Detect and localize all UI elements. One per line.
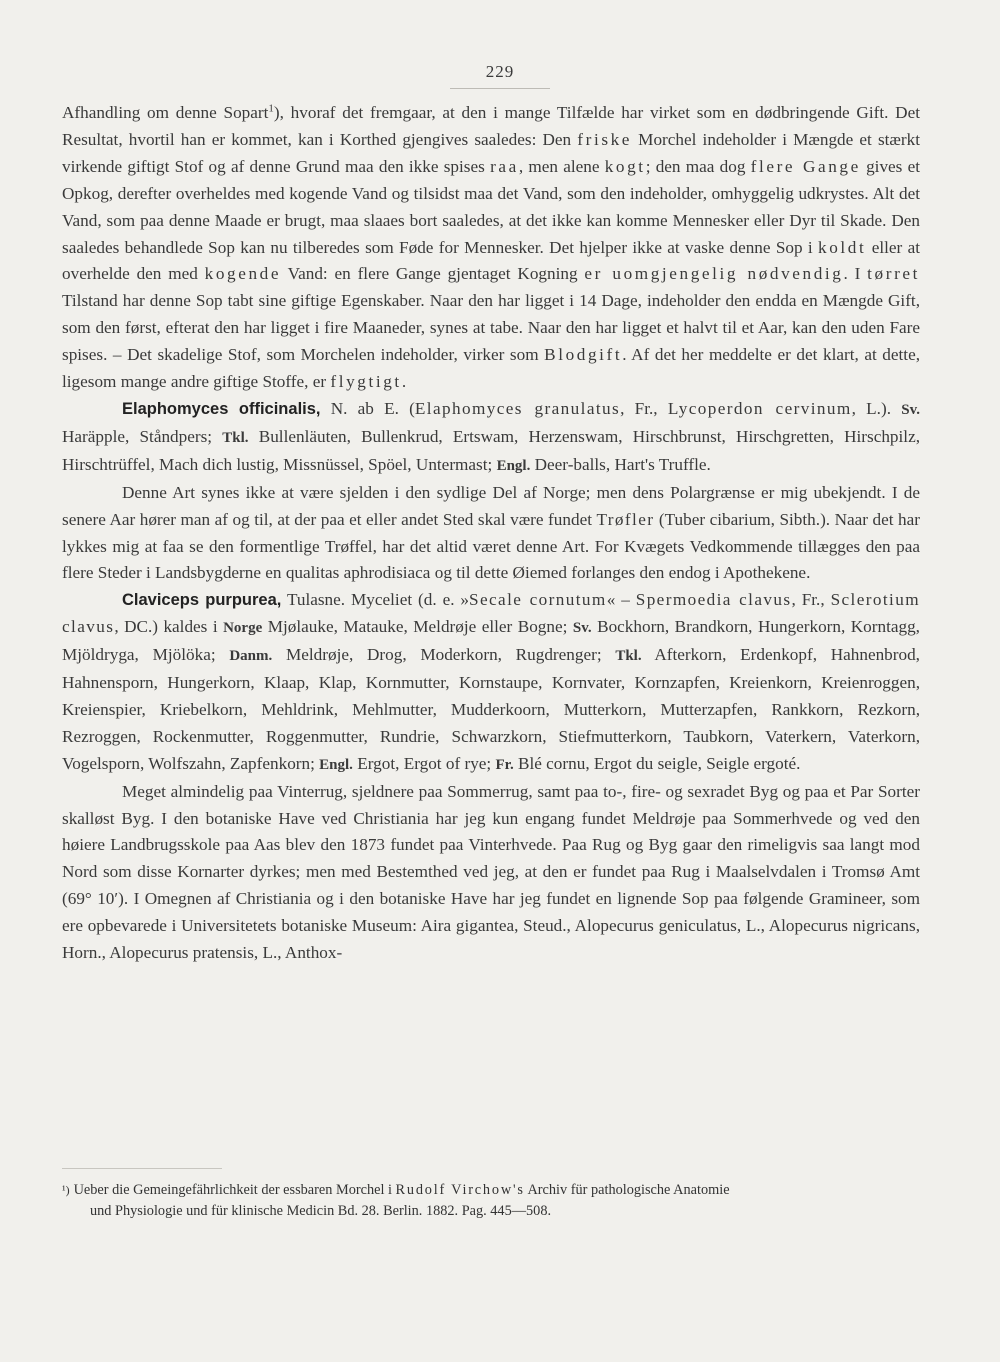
page-number: 229 — [485, 62, 515, 81]
header-rule — [450, 88, 550, 89]
species-name-elaphomyces: Elaphomyces officinalis, — [122, 399, 321, 418]
paragraph-occurrence: Meget almindelig paa Vinterrug, sjeldnere paa Sommerrug, samt paa to-, fire- og sexradet Byg og paa et Par Sorter skalløst Byg. I den botaniske Have ved Christiania har jeg kun engang fundet Meldrøje paa Sommerhvede og ved den høiere Landbrugsskole paa Aas blev den 1873 fundet paa Vinterhvede. Paa Rug og Byg gaar den rimeligvis saa langt mod Nord som disse Kornarter dyrkes; men med Bestemthed ved jeg, at den er fundet paa Rug i Maalselvdalen i Tromsø Amt (69° 10′). I Omegnen af Christiania og i den botaniske Have har jeg fundet en lignende Sop paa følgende Gramineer, som ere opbevarede i Universitetets botaniske Museum: Aira gigantea, Steud., Alopecurus geniculatus, L., Alopecurus nigricans, Horn., Alopecurus pratensis, L., Anthox- — [62, 781, 920, 963]
paragraph-claviceps: Claviceps purpurea, Tulasne. Myceliet (d. e. »Secale cornutum« – Spermoedia clavus, Fr., Sclerotium clavus, DC.) kaldes i Norge Mjølauke, Matauke, Meldrøje eller Bogne; Sv. Bockhorn, Brandkorn, Hungerkorn, Korntagg, Mjöldryga, Mjölöka; Danm. Meldrøje, Drog, Moderkorn, Rugdrenger; Tkl. Afterkorn, Erdenkopf, Hahnenbrod, Hahnensporn, Hungerkorn, Klaap, Klap, Kornmutter, Kornstaupe, Kornvater, Kornzapfen, Kreienkorn, Kreienroggen, Kreienspier, Kriebelkorn, Mehldrink, Mehlmutter, Mudderkoorn, Mutterkorn, Mutterzapfen, Rankkorn, Rezkorn, Rezroggen, Rockenmutter, Roggenmutter, Rundrie, Schwarzkorn, Stiefmutterkorn, Taubkorn, Vaterkern, Vaterkorn, Vogelsporn, Wolfszahn, Zapfenkorn; Engl. Ergot, Ergot of rye; Fr. Blé cornu, Ergot du seigle, Seigle ergoté. — [62, 590, 920, 773]
footnote-reference: 1 — [268, 102, 274, 115]
footnote-line-1: ¹) Ueber die Gemeingefährlichkeit der essbaren Morchel i Rudolf Virchow's Archiv für pathologische Anatomie — [62, 1182, 730, 1198]
paragraph-morchel: Afhandling om denne Sopart$^1$), hvoraf det fremgaar, at den i mange Tilfælde har virket som en dødbringende Gift. Det Resultat, hvortil han er kommet, kan i Korthed gjengives saaledes: Den friske Morchel indeholder i Mængde et stærkt virkende giftigt Stof og af denne Grund maa den ikke spises raa, men alene kogt; den maa dog flere Gange gives et Opkog, derefter overheldes med kogende Vand og tilsidst maa det Vand, som den indeholder, omhyggelig udkrystes. Alt det Vand, som paa denne Maade er brugt, maa slaaes bort saaledes, at det ikke kan komme Mennesker eller Dyr til Skade. Den saaledes behandlede Sop kan nu tilberedes som Føde for Mennesker. Det hjelper ikke at vaske denne Sop i koldt eller at overhelde den med kogende Vand: en flere Gange gjentaget Kogning er uomgjengelig nødvendig. I tørret Tilstand har denne Sop tabt sine giftige Egenskaber. Naar den har ligget i 14 Dage, indeholder den endda en Mængde Gift, som den først, efterat den har ligget i fire Maaneder, synes at tabe. Naar den har ligget et halvt til et Aar, kan den uden Fare spises. – Det skadelige Stof, som Morchelen indeholder, virker som Blodgift. Af det her meddelte er det klart, at dette, ligesom mange andre giftige Stoffe, er flygtigt. — [62, 102, 921, 392]
paragraph-distribution: Denne Art synes ikke at være sjelden i den sydlige Del af Norge; men dens Polargrænse er mig ubekjendt. I de senere Aar hører man af og til, at der paa et eller andet Sted skal være fundet Trøfler (Tuber cibarium, Sibth.). Naar det har lykkes mig at faa se den formentlige Trøffel, har det altid været denne Art. For Kvægets Vedkommende tillægges den paa flere Steder i Landsbygderne en qualitas aphrodisiaca og til dette Øiemed forlanges den endog i Apothekene. — [62, 482, 920, 583]
footnote-mark: ¹) — [62, 1183, 70, 1197]
footnote-rule — [62, 1168, 222, 1169]
footnote-author: Rudolf Virchow's — [395, 1182, 525, 1198]
paragraph-elaphomyces: Elaphomyces officinalis, N. ab E. (Elaphomyces granulatus, Fr., Lycoperdon cervinum, L.). Sv. Haräpple, Ståndpers; Tkl. Bullenläuten, Bullenkrud, Ertswam, Herzenswam, Hirschbrunst, Hirschgretten, Hirschpilz, Hirschtrüffel, Mach dich lustig, Missnüssel, Spöel, Untermast; Engl. Deer-balls, Hart's Truffle. — [62, 398, 920, 474]
species-name-claviceps: Claviceps purpurea, — [122, 591, 282, 610]
footnote — [62, 1180, 920, 1222]
footnote-line-2: und Physiologie und für klinische Medicin Bd. 28. Berlin. 1882. Pag. 445—508. — [90, 1203, 552, 1219]
body-text — [62, 100, 920, 967]
